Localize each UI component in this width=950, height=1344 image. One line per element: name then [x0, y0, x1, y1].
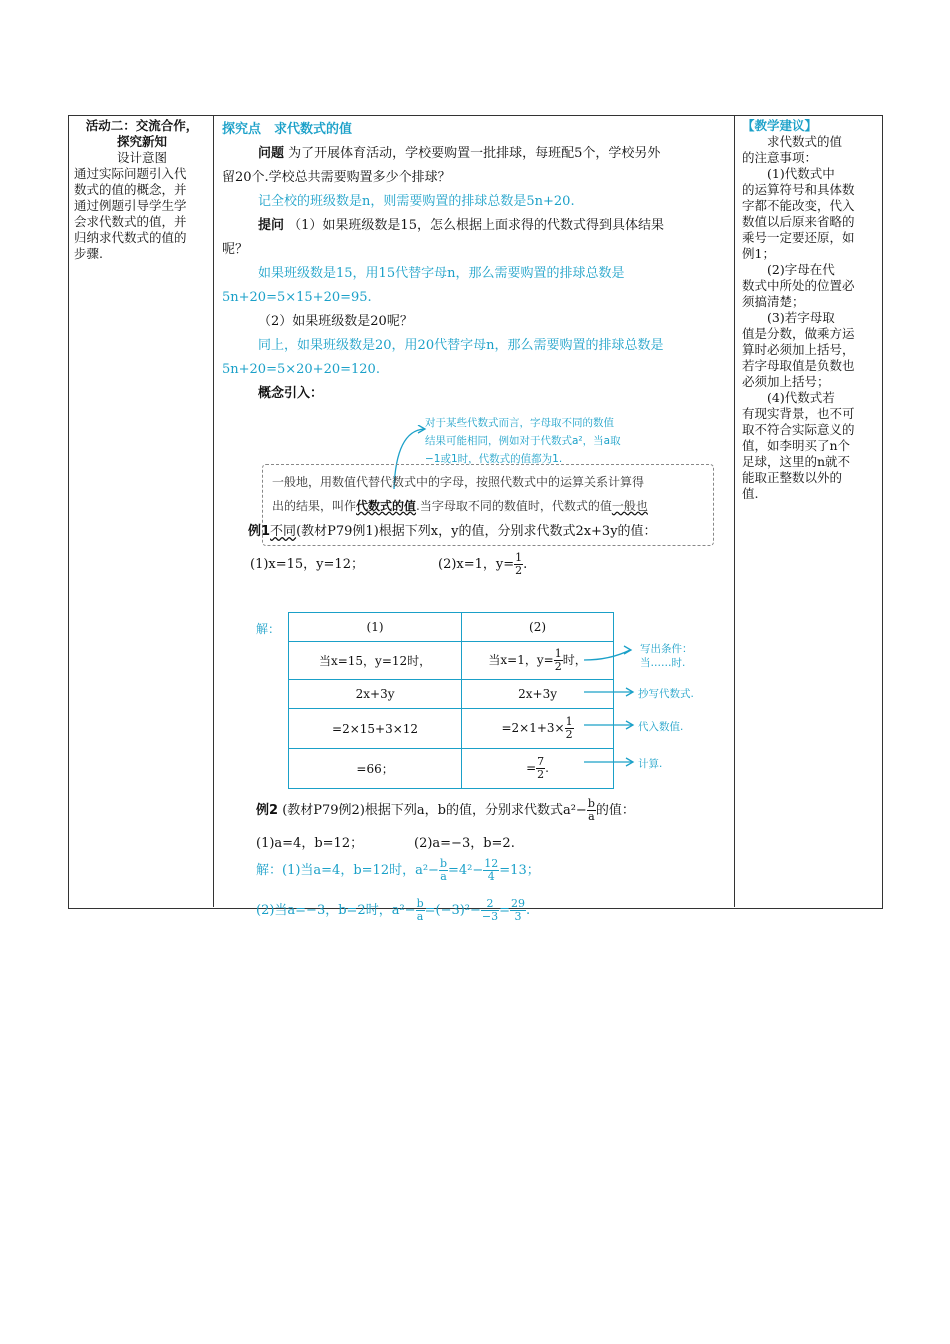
fraction-b-over-a: [587, 798, 596, 823]
right-line: (3)若字母取: [767, 310, 835, 325]
right-line: (1)代数式中: [767, 166, 835, 181]
frac-num: 2: [481, 898, 499, 911]
ask-3: （2）如果班级数是20呢？: [258, 314, 413, 329]
fraction-b-over-a: [416, 898, 425, 923]
table-arrows: [580, 640, 640, 780]
concept-label: 概念引入：: [258, 386, 324, 401]
ex2-sol2b: =(−3)²−: [424, 903, 481, 918]
table-cell: =2×15+3×12: [289, 709, 462, 749]
right-heading: 【教学建议】: [742, 118, 818, 133]
frac-num: 1: [565, 715, 573, 728]
def-line-3: 不同: [270, 524, 297, 539]
side-note-2: 抄写代数式.: [638, 688, 694, 700]
left-line: 数式的值的概念，并: [74, 182, 187, 197]
side-note-1b: 当……时.: [640, 657, 686, 669]
side-note-3: 代入数值.: [638, 721, 684, 733]
ex2-cases: [256, 832, 656, 851]
section-title: 探究点 求代数式的值: [222, 122, 353, 137]
frac-den: a: [440, 870, 447, 883]
left-line: 归纳求代数式的值的: [74, 230, 187, 245]
frac-num: b: [587, 797, 595, 810]
answer-3b: 5n+20=5×20+20=120.: [222, 362, 380, 377]
right-line: 求代数式的值: [767, 134, 843, 149]
ex1-text: (教材P79例1)根据下列x，y的值，分别求代数式2x+3y的值：: [296, 524, 657, 539]
fraction-29-3: [510, 898, 526, 923]
problem-text-1: 为了开展体育活动，学校要购置一批排球，每班配5个，学校另外: [288, 146, 661, 161]
ex2-case2: (2)a=−3，b=2.: [414, 836, 515, 851]
note-line: −1或1时，代数式的值都为1.: [425, 453, 563, 465]
ask-text-2: 呢？: [222, 242, 249, 257]
side-note-1: [640, 642, 693, 670]
right-line: 数值以后原来省略的: [742, 214, 855, 229]
def-line-1: 一般地，用数值代替代数式中的字母，按照代数式中的运算关系计算得: [272, 475, 645, 489]
left-heading-1: 活动二：交流合作，: [85, 118, 199, 133]
fraction-2-neg3: [481, 898, 499, 923]
table-head-1: (1): [289, 613, 462, 642]
ex1-case2: (2)x=1，y= $\frac{1}{2}$ .: [438, 551, 528, 577]
frac-den: a: [588, 810, 595, 823]
right-line: (4)代数式若: [767, 390, 835, 405]
frac-num: 12: [484, 857, 499, 870]
ex1-cases: [250, 550, 650, 580]
frac-den: 2: [537, 768, 545, 781]
fraction-half: [514, 552, 523, 577]
frac-den: 4: [487, 870, 495, 883]
main-content: [222, 118, 727, 406]
problem-label: 问题: [258, 146, 285, 161]
ex2-case1: (1)a=4，b=12；: [256, 836, 364, 851]
ex2-label: 例2: [256, 803, 279, 818]
def-line-2: [272, 494, 708, 518]
left-line: 步骤.: [74, 246, 103, 261]
frac-num: b: [439, 857, 447, 870]
table-cell: 当x=15，y=12时，: [289, 642, 462, 680]
answer-2b: 5n+20=5×15+20=95.: [222, 290, 372, 305]
frac-den: −3: [481, 910, 499, 923]
right-column: [742, 118, 876, 502]
note-line: 结果可能相同，例如对于代数式a²，当a取: [425, 435, 621, 447]
ex2-sol1c: =13；: [499, 863, 540, 878]
frac-num: 7: [537, 755, 545, 768]
def-2c: .当字母取不同的数值时，代数式的值: [416, 499, 612, 513]
right-line: 值是分数，做乘方运: [742, 326, 855, 341]
right-line: 算时必须加上括号，: [742, 342, 855, 357]
table-cell: = $\frac{7}{2}$ .: [462, 749, 614, 789]
right-line: 值，如李明买了n个: [742, 438, 851, 453]
note-line: 对于某些代数式而言，字母取不同的数值: [425, 417, 614, 429]
left-column: [74, 118, 210, 262]
table-cell: 2x+3y: [462, 680, 614, 709]
frac-num: b: [416, 897, 424, 910]
left-line: 通过实际问题引入代: [74, 166, 187, 181]
problem-text-2: 留20个.学校总共需要购置多少个排球？: [222, 170, 451, 185]
r4c2: =: [526, 761, 537, 775]
right-line: 足球，这里的n就不: [742, 454, 851, 469]
fraction-12-4: [483, 858, 499, 883]
def-2d: 一般也: [611, 499, 648, 513]
definition-text: [272, 470, 708, 518]
right-line: 须搞清楚；: [742, 294, 805, 309]
ex1-case2a: (2)x=1，y=: [438, 557, 515, 572]
handwritten-note: [425, 414, 715, 468]
ex2-sol1a: 解：(1)当a=4，b=12时，a²−: [256, 863, 439, 878]
example-2: [256, 798, 635, 824]
answer-3a: 同上，如果班级数是20，用20代替字母n，那么需要购置的排球总数是: [258, 338, 664, 353]
answer-2a: 如果班级数是15，用15代替字母n，那么需要购置的排球总数是: [258, 266, 625, 281]
right-line: 若字母取值是负数也: [742, 358, 855, 373]
def-keyword: 代数式的值: [356, 499, 417, 513]
r1c2b: 时，: [562, 653, 587, 667]
ask-label: 提问: [258, 218, 285, 233]
right-line: (2)字母在代: [767, 262, 835, 277]
left-line: 通过例题引导学生学: [74, 198, 187, 213]
left-subheading: 设计意图: [116, 150, 167, 165]
right-line: 有现实背景，也不可: [742, 406, 855, 421]
fraction-half: [554, 648, 563, 673]
table-cell: 2x+3y: [289, 680, 462, 709]
ex1-label: 例1: [248, 524, 271, 539]
frac-num: 29: [511, 897, 526, 910]
fraction-b-over-a: [439, 858, 448, 883]
right-line: 数式中所处的位置必: [742, 278, 855, 293]
side-note-1a: 写出条件：: [640, 643, 693, 655]
right-line: 字都不能改变，代入: [742, 198, 855, 213]
ex2-solution-2: (2)当a=−3，b=2时，a²− $\frac{b}{a}$ =(−3)²− $\frac{2}{-3}$ = $\frac{29}{3}$ .: [256, 897, 531, 923]
frac-num: 1: [515, 551, 523, 564]
frac-den: 2: [515, 564, 523, 577]
ex2-solution-1: [256, 858, 540, 883]
left-line: 会求代数式的值，并: [74, 214, 187, 229]
fraction-half: [565, 716, 574, 741]
right-line: 例1；: [742, 246, 775, 261]
col-divider-1: [213, 115, 214, 907]
ex2-text-a: (教材P79例2)根据下列a，b的值，分别求代数式a²−: [282, 803, 587, 818]
table-head-2: (2): [462, 613, 614, 642]
r1c2a: 当x=1，y=: [488, 653, 554, 667]
right-line: 乘号一定要还原，如: [742, 230, 855, 245]
left-heading-2: 探究新知: [116, 134, 167, 149]
right-line: 能取正整数以外的: [742, 470, 843, 485]
frac-num: 1: [554, 647, 562, 660]
frac-den: a: [416, 910, 424, 923]
solution-table: [288, 612, 614, 789]
def-2a: 出的结果，叫作: [272, 499, 357, 513]
ex2-sol1b: =4²−: [448, 863, 484, 878]
ex1-case1: (1)x=15，y=12；: [250, 557, 364, 572]
frac-den: 3: [514, 910, 522, 923]
side-note-4: 计算.: [638, 758, 663, 770]
ex2-text-b: 的值：: [595, 803, 635, 818]
problem-line-1: [222, 142, 727, 166]
r3c2: =2×1+3×: [501, 721, 565, 735]
frac-den: 2: [565, 728, 573, 741]
right-line: 的运算符号和具体数: [742, 182, 855, 197]
right-line: 必须加上括号；: [742, 374, 830, 389]
ex2-sol2a: (2)当a=−3，b=2时，a²−: [256, 903, 416, 918]
fraction-seven-half: [536, 756, 545, 781]
ask-text-1: （1）如果班级数是15，怎么根据上面求得的代数式得到具体结果: [288, 218, 664, 233]
answer-1: 记全校的班级数是n，则需要购置的排球总数是5n+20.: [258, 194, 575, 209]
table-cell: =66；: [289, 749, 462, 789]
right-line: 取不符合实际意义的: [742, 422, 855, 437]
ask-line: [222, 214, 727, 238]
solution-label: 解：: [256, 622, 281, 636]
ex2-sol2c: =: [499, 903, 511, 918]
right-line: 值.: [742, 486, 759, 501]
frac-den: 2: [554, 660, 562, 673]
col-divider-2: [734, 115, 735, 907]
example-1: [248, 522, 657, 542]
right-line: 的注意事项：: [742, 150, 818, 165]
